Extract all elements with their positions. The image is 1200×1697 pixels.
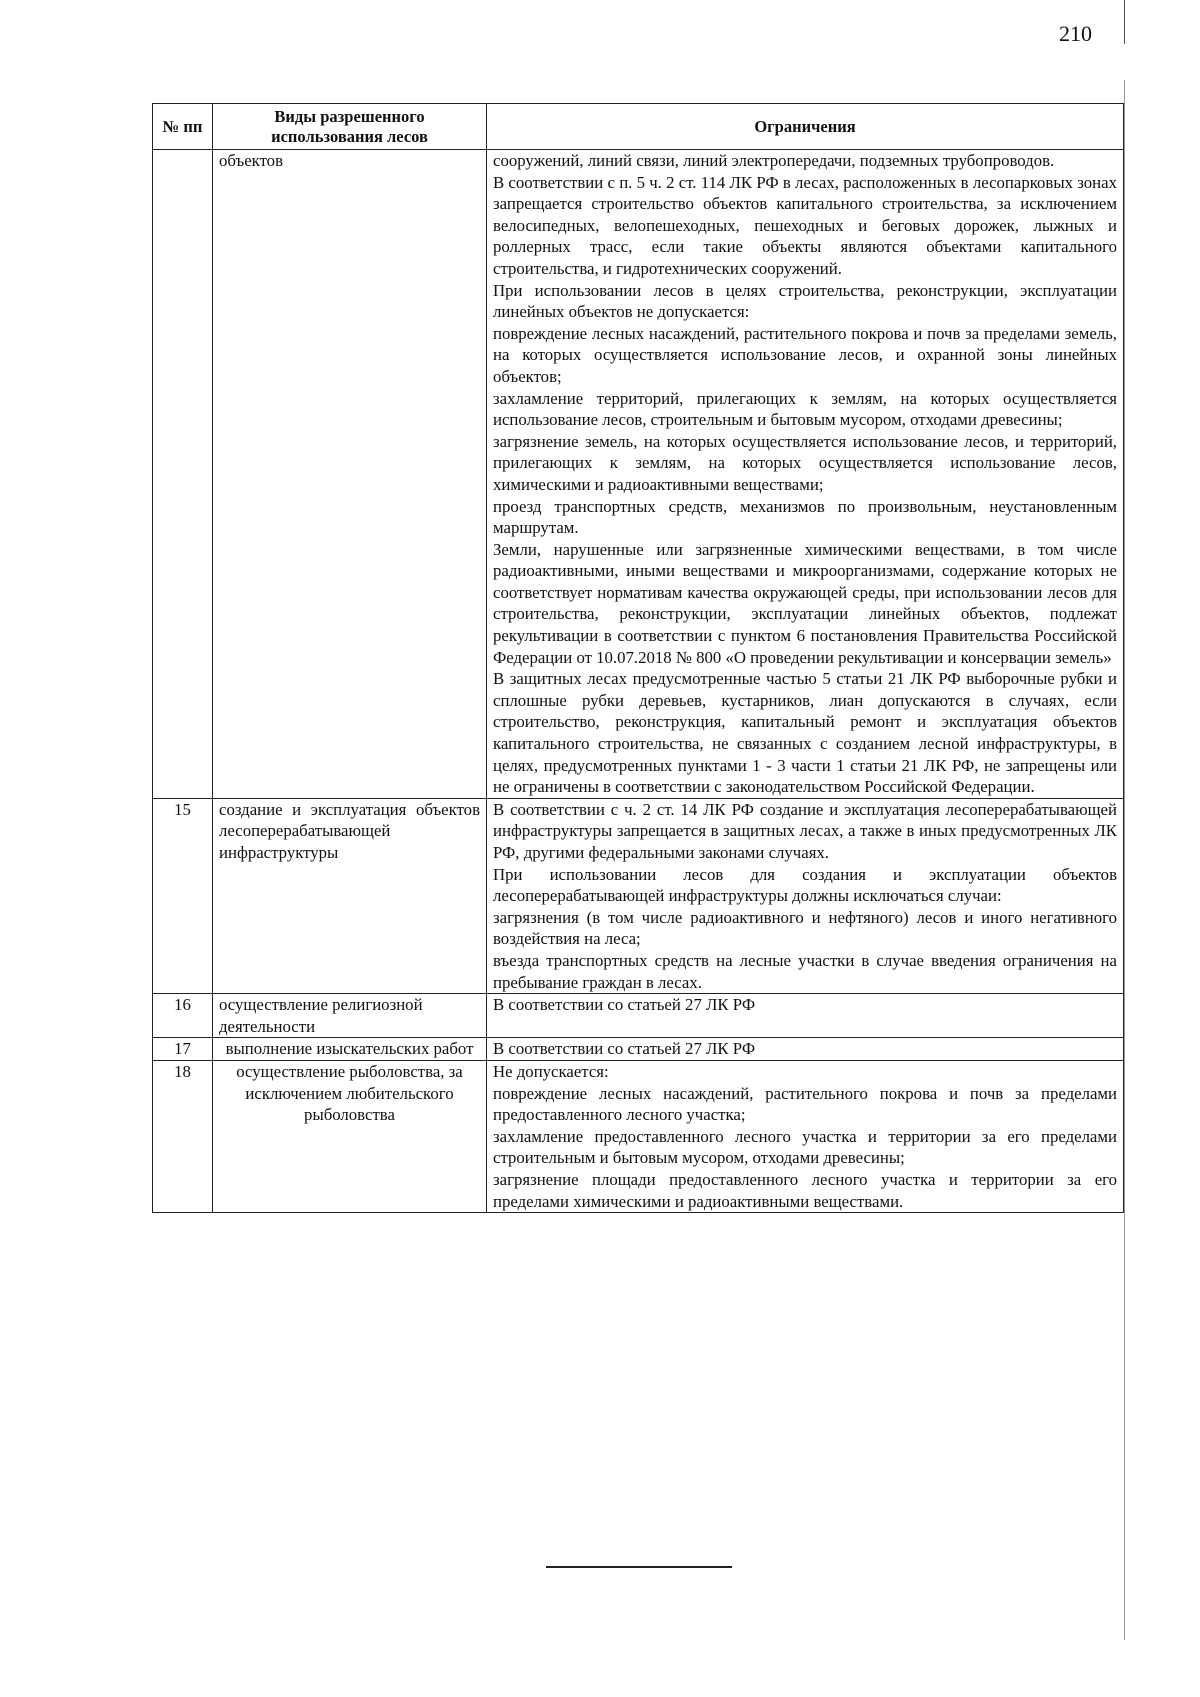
header-restrictions: Ограничения bbox=[487, 104, 1124, 150]
scan-edge-mark bbox=[1124, 80, 1125, 1640]
restrictions-cell bbox=[487, 1038, 1124, 1061]
restriction-paragraph: загрязнение земель, на которых осуществляется использование лесов, и территорий, прилегающих к землям, на которых осуществляется использование лесов, химическими и радиоактивными веществами; bbox=[493, 431, 1117, 494]
table-row bbox=[153, 994, 1124, 1038]
table-row bbox=[153, 798, 1124, 993]
restriction-paragraph: повреждение лесных насаждений, растительного покрова и почв за пределами земель, на которых осуществляется использование лесов, и охранной зоны линейных объектов; bbox=[493, 323, 1117, 386]
restrictions-cell bbox=[487, 798, 1124, 993]
usage-type: создание и эксплуатация объектов лесоперерабатывающей инфраструктуры bbox=[213, 798, 487, 993]
restriction-paragraph: В соответствии с п. 5 ч. 2 ст. 114 ЛК РФ в лесах, расположенных в лесопарковых зонах запрещается строительство объектов капитального строительства, за исключением велосипедных, велопешеходных, пешеходных и беговых дорожек, лыжных и роллерных трасс, если такие объекты являются объектами капитального строительства, и гидротехнических сооружений. bbox=[493, 172, 1117, 278]
restriction-paragraph: В соответствии со статьей 27 ЛК РФ bbox=[493, 995, 756, 1015]
header-num: № пп bbox=[153, 104, 213, 150]
restrictions-cell bbox=[487, 1060, 1124, 1212]
header-type: Виды разрешенного использования лесов bbox=[213, 104, 487, 150]
row-number: 16 bbox=[153, 994, 213, 1038]
usage-type: выполнение изыскательских работ bbox=[213, 1038, 487, 1061]
page-number: 210 bbox=[1059, 21, 1092, 46]
restriction-paragraph: При использовании лесов для создания и эксплуатации объектов лесоперерабатывающей инфраструктуры должны исключаться случаи: bbox=[493, 864, 1117, 906]
table-row bbox=[153, 1038, 1124, 1061]
table-row bbox=[153, 1060, 1124, 1212]
restrictions-cell bbox=[487, 150, 1124, 799]
end-rule bbox=[546, 1566, 732, 1568]
restriction-paragraph: В соответствии с ч. 2 ст. 14 ЛК РФ создание и эксплуатация лесоперерабатывающей инфраструктуры запрещается в защитных лесах, а также в иных предусмотренных ЛК РФ, другими федеральными законами случаях. bbox=[493, 799, 1117, 862]
restriction-paragraph: загрязнение площади предоставленного лесного участка и территории за его пределами химическими и радиоактивными веществами. bbox=[493, 1169, 1117, 1211]
row-number: 15 bbox=[153, 798, 213, 993]
restriction-paragraph: проезд транспортных средств, механизмов по произвольным, неустановленным маршрутам. bbox=[493, 496, 1117, 538]
row-number: 18 bbox=[153, 1060, 213, 1212]
restriction-paragraph: захламление предоставленного лесного участка и территории за его пределами строительным и бытовым мусором, отходами древесины; bbox=[493, 1126, 1117, 1168]
row-number: 17 bbox=[153, 1038, 213, 1061]
usage-type: осуществление рыболовства, за исключением любительского рыболовства bbox=[213, 1060, 487, 1212]
table-row bbox=[153, 150, 1124, 799]
restriction-paragraph: захламление территорий, прилегающих к землям, на которых осуществляется использование лесов, строительным и бытовым мусором, отходами древесины; bbox=[493, 388, 1117, 430]
restriction-paragraph: Не допускается: bbox=[493, 1061, 609, 1081]
scan-edge-mark bbox=[1124, 0, 1125, 44]
restriction-paragraph: загрязнения (в том числе радиоактивного и нефтяного) лесов и иного негативного воздействия на леса; bbox=[493, 907, 1117, 949]
restrictions-table bbox=[152, 103, 1124, 1213]
restriction-paragraph: повреждение лесных насаждений, растительного покрова и почв за пределами предоставленного лесного участка; bbox=[493, 1083, 1117, 1125]
restrictions-cell bbox=[487, 994, 1124, 1038]
usage-type: осуществление религиозной деятельности bbox=[213, 994, 487, 1038]
table-header-row bbox=[153, 104, 1124, 150]
restriction-paragraph: При использовании лесов в целях строительства, реконструкции, эксплуатации линейных объектов не допускается: bbox=[493, 280, 1117, 322]
row-number bbox=[153, 150, 213, 799]
usage-type: объектов bbox=[213, 150, 487, 799]
restriction-paragraph: В защитных лесах предусмотренные частью 5 статьи 21 ЛК РФ выборочные рубки и сплошные рубки деревьев, кустарников, лиан допускаются в случаях, если строительство, реконструкция, капитальный ремонт и эксплуатация объектов капитального строительства, не связанных с созданием лесной инфраструктуры, в целях, предусмотренных пунктами 1 - 3 части 1 статьи 21 ЛК РФ, не запрещены или не ограничены в соответствии с законодательством Российской Федерации. bbox=[493, 669, 1117, 797]
table-body bbox=[153, 150, 1124, 1213]
restriction-paragraph: сооружений, линий связи, линий электропередачи, подземных трубопроводов. bbox=[493, 151, 1055, 170]
restriction-paragraph: В соответствии со статьей 27 ЛК РФ bbox=[493, 1039, 756, 1059]
restriction-paragraph: Земли, нарушенные или загрязненные химическими веществами, в том числе радиоактивными, иными веществами и микроорганизмами, содержание которых не соответствует нормативам качества окружающей среды, при использовании лесов для строительства, реконструкции, эксплуатации линейных объектов, подлежат рекультивации в соответствии с пунктом 6 постановления Правительства Российской Федерации от 10.07.2018 № 800 «О проведении рекультивации и консервации земель» bbox=[493, 539, 1117, 667]
restriction-paragraph: въезда транспортных средств на лесные участки в случае введения ограничения на пребывание граждан в лесах. bbox=[493, 950, 1117, 992]
